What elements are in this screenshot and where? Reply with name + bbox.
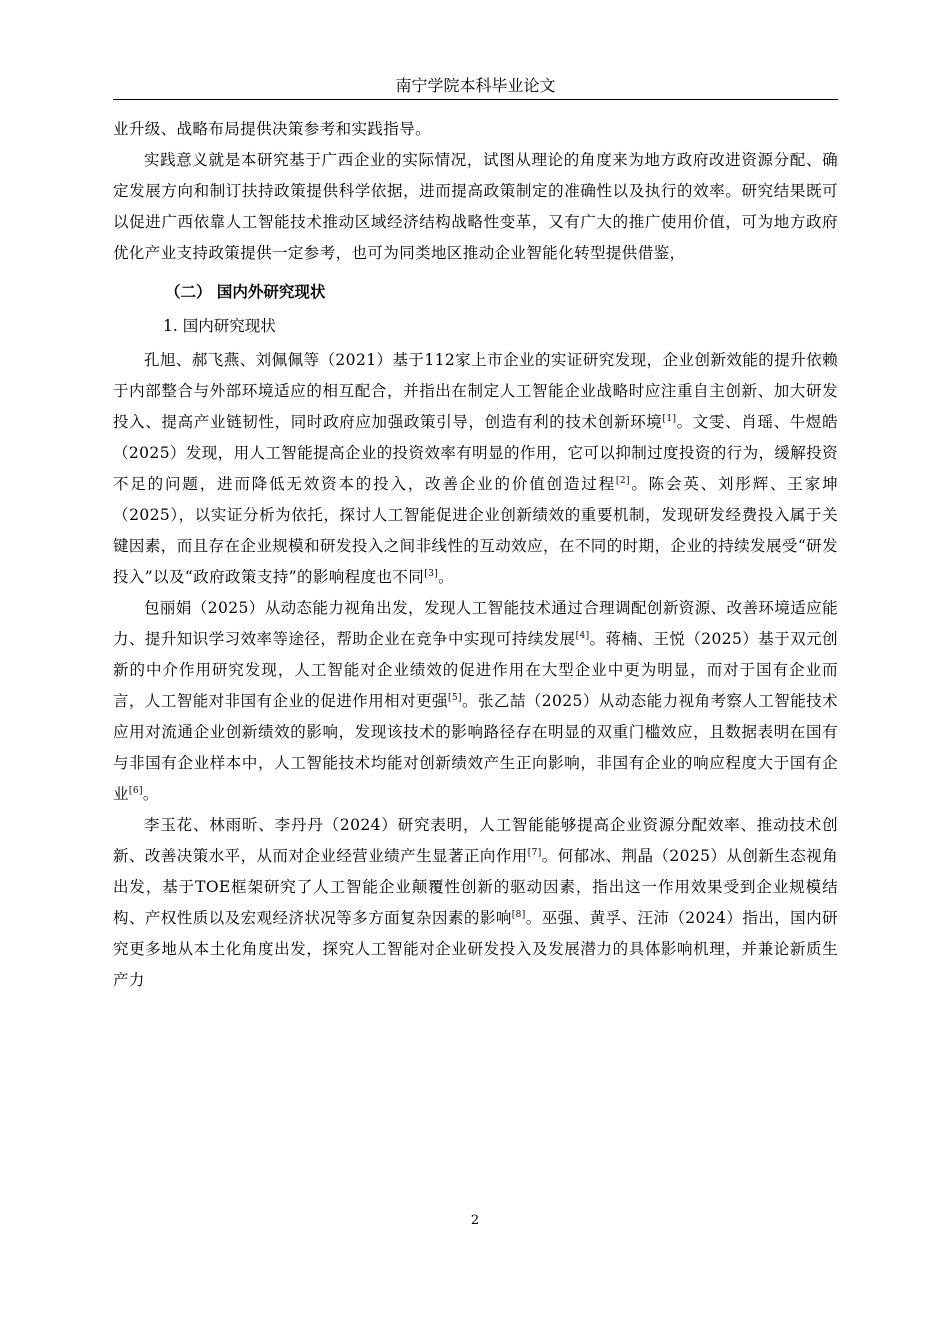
citation-marker[interactable]: [3] [424,569,439,579]
paragraph-text: 。蒋楠、王悦（2025）基于双元创新的中介作用研究发现，人工智能对企业绩效的促进作用在大型企业中更为明显，而对于国有企业而言，人工智能对非国有企业的促进作用相对更强 [113,630,838,710]
paragraph-practical-significance [113,145,838,269]
citation-marker[interactable]: [8] [511,910,526,920]
paragraph-text: 。张乙喆（2025）从动态能力视角考察人工智能技术应用对流通企业创新绩效的影响，发现该技术的影响路径存在明显的双重门槛效应，且数据表明在国有与非国有企业样本中，人工智能技术均能对创新绩效产生正向影响，非国有企业的响应程度大于国有企业 [113,692,839,803]
citation-marker[interactable]: [7] [527,848,542,858]
citation-marker[interactable]: [1] [662,414,677,424]
paragraph-continued [113,114,838,145]
paragraph-text: 孔旭、郝飞燕、刘佩佩等（2021）基于112家上市企业的实证研究发现，企业创新效能的提升依赖于内部整合与外部环境适应的相互配合，并指出在制定人工智能企业战略时应注重自主创新、加大研发投入、提高产业链韧性，同时政府应加强政策引导，创造有利的技术创新环境 [113,351,838,431]
document-body [113,114,838,996]
paragraph-text: 。何郁冰、荆晶（2025）从创新生态视角出发，基于TOE框架研究了人工智能企业颠覆性创新的驱动因素，指出这一作用效果受到企业规模结构、产权性质以及宏观经济状况等多方面复杂因素的影响 [113,847,839,927]
subsection-heading: 1. 国内研究现状 [163,317,276,335]
page-number: 2 [470,1213,480,1228]
section-heading: （二） 国内外研究现状 [165,283,326,301]
paragraph-text: 。 [438,568,455,586]
paragraph-text: 。巫强、黄孚、汪沛（2024）指出，国内研究更多地从本土化角度出发，探究人工智能对企业研发投入及发展潜力的具体影响机理，并兼论新质生产力 [113,909,838,989]
paragraph-text: 李玉花、林雨昕、李丹丹（2024）研究表明，人工智能能够提高企业资源分配效率、推动技术创新、改善决策水平，从而对企业经营业绩产生显著正向作用 [113,816,838,865]
header-divider [113,99,838,100]
citation-marker[interactable]: [2] [615,476,630,486]
citation-marker[interactable]: [4] [575,631,590,641]
paragraph-domestic-research-3 [113,810,838,996]
paragraph-text: 业升级、战略布局提供决策参考和实践指导。 [113,120,432,138]
paragraph-text: 实践意义就是本研究基于广西企业的实际情况，试图从理论的角度来为地方政府改进资源分配、确定发展方向和制订扶持政策提供科学依据，进而提高政策制定的准确性以及执行的效率。研究结果既可以促进广西依靠人工智能技术推动区域经济结构战略性变革，又有广大的推广使用价值，可为地方政府优化产业支持政策提供一定参考，也可为同类地区推动企业智能化转型提供借鉴， [113,151,838,262]
paragraph-text: 。 [142,785,159,803]
page-header-title: 南宁学院本科毕业论文 [395,76,556,95]
paragraph-text: 包丽娟（2025）从动态能力视角出发，发现人工智能技术通过合理调配创新资源、改善环境适应能力、提升知识学习效率等途径，帮助企业在竞争中实现可持续发展 [113,599,838,648]
paragraph-text: 。陈会英、刘彤辉、王家坤（2025），以实证分析为依托，探讨人工智能促进企业创新绩效的重要机制，发现研发经费投入属于关键因素，而且存在企业规模和研发投入之间非线性的互动效应，在不同的时期，企业的持续发展受“研发投入”以及“政府政策支持”的影响程度也不同 [113,475,838,586]
citation-marker[interactable]: [5] [447,693,462,703]
paragraph-text: 。文雯、肖瑶、牛煜皓（2025）发现，用人工智能提高企业的投资效率有明显的作用，它可以抑制过度投资的行为，缓解投资不足的问题，进而降低无效资本的投入，改善企业的价值创造过程 [113,413,838,493]
paragraph-domestic-research-2 [113,593,838,810]
citation-marker[interactable]: [6] [128,786,143,796]
paragraph-domestic-research-1 [113,345,838,593]
